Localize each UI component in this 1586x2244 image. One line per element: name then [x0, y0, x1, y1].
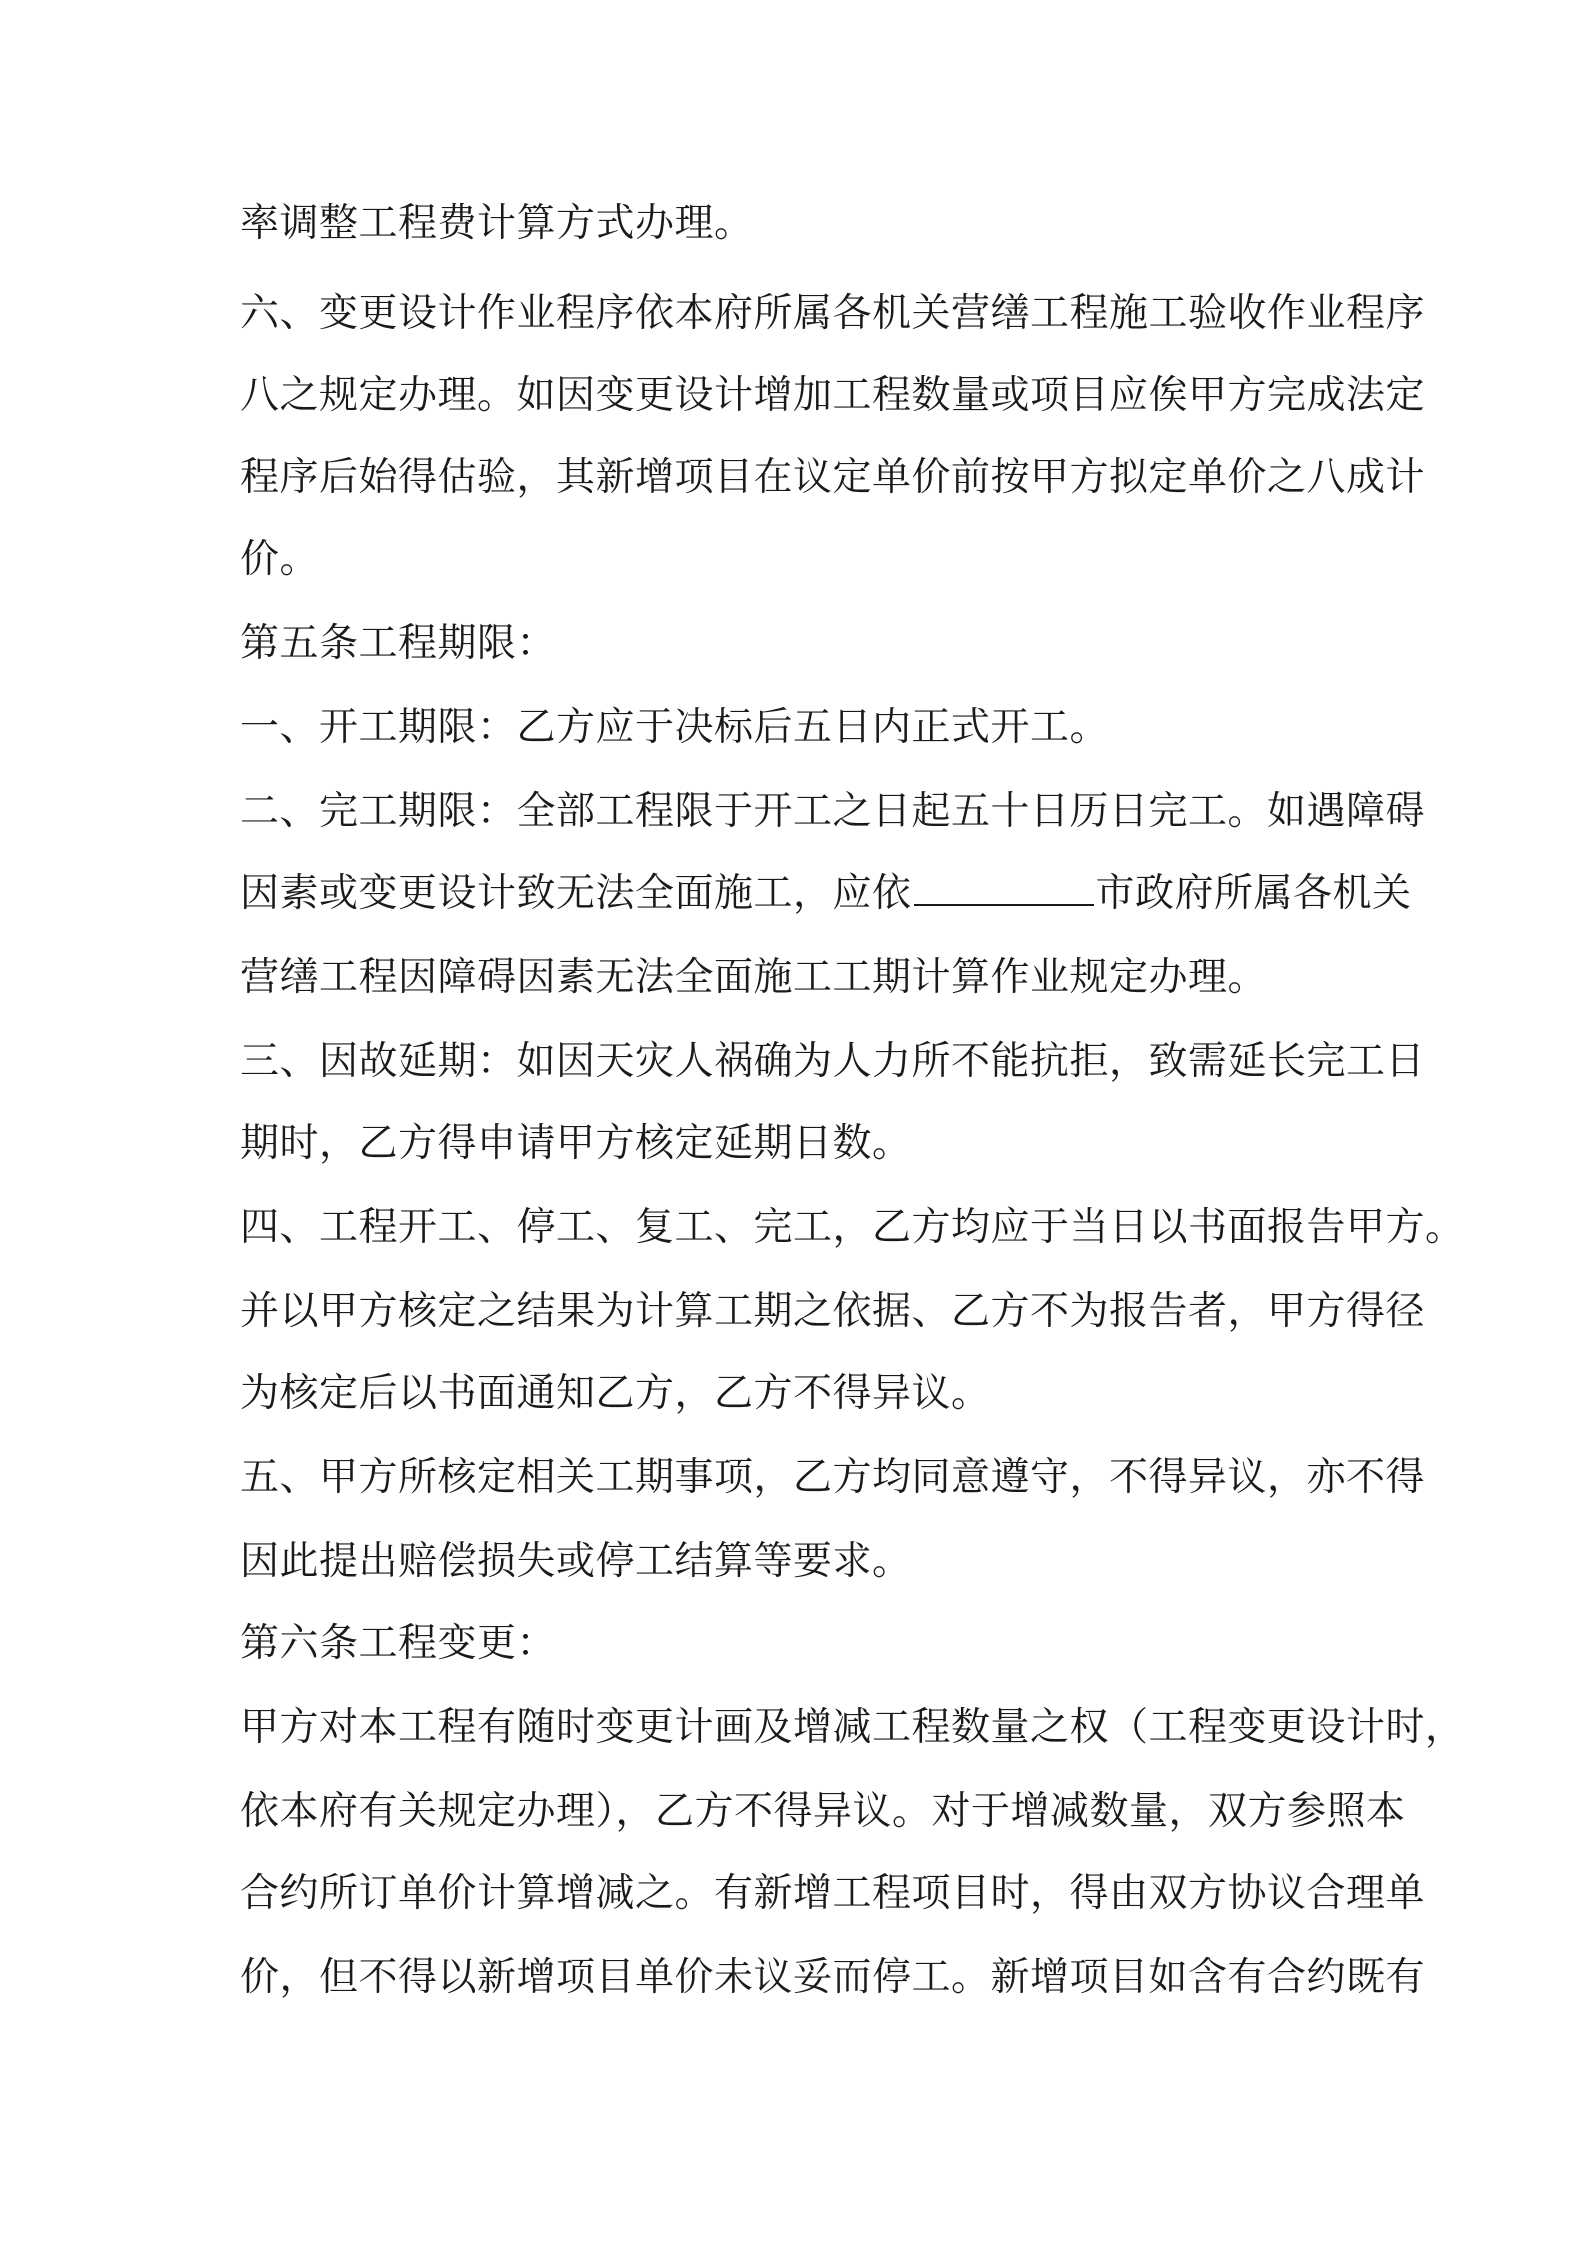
text-line: 六、变更设计作业程序依本府所属各机关营缮工程施工验收作业程序 [240, 291, 1426, 336]
text-line: 价，但不得以新增项目单价未议妥而停工。新增项目如含有合约既有 [240, 1955, 1426, 2000]
text-line: 价。 [240, 537, 320, 582]
text-line: 一、开工期限：乙方应于决标后五日内正式开工。 [240, 705, 1110, 750]
text-line: 五、甲方所核定相关工期事项，乙方均同意遵守，不得异议，亦不得 [240, 1455, 1426, 1500]
text-line: 依本府有关规定办理），乙方不得异议。对于增减数量，双方参照本 [240, 1789, 1406, 1834]
text-segment: 因素或变更设计致无法全面施工，应依 [240, 871, 912, 916]
text-line: 程序后始得估验，其新增项目在议定单价前按甲方拟定单价之八成计 [240, 455, 1426, 500]
text-line: 合约所订单价计算增减之。有新增工程项目时，得由双方协议合理单 [240, 1871, 1426, 1916]
text-line: 三、因故延期：如因天灾人祸确为人力所不能抗拒，致需延长完工日 [240, 1039, 1426, 1084]
fill-in-blank [914, 870, 1094, 906]
text-line: 并以甲方核定之结果为计算工期之依据、乙方不为报告者，甲方得径 [240, 1289, 1426, 1334]
text-line: 八之规定办理。如因变更设计增加工程数量或项目应俟甲方完成法定 [240, 373, 1426, 418]
text-line: 为核定后以书面通知乙方，乙方不得异议。 [240, 1371, 991, 1416]
section-heading: 第六条工程变更： [240, 1621, 557, 1666]
text-line: 四、工程开工、停工、复工、完工，乙方均应于当日以书面报告甲方。 [240, 1205, 1465, 1250]
text-line-with-blank [240, 868, 1412, 920]
text-line: 二、完工期限：全部工程限于开工之日起五十日历日完工。如遇障碍 [240, 789, 1426, 834]
text-line: 率调整工程费计算方式办理。 [240, 201, 754, 246]
text-line: 营缮工程因障碍因素无法全面施工工期计算作业规定办理。 [240, 955, 1268, 1000]
text-segment: 市政府所属各机关 [1095, 871, 1412, 916]
section-heading: 第五条工程期限： [240, 621, 557, 666]
text-line: 甲方对本工程有随时变更计画及增减工程数量之权（工程变更设计时， [240, 1705, 1465, 1750]
text-line: 期时，乙方得申请甲方核定延期日数。 [240, 1121, 912, 1166]
text-line: 因此提出赔偿损失或停工结算等要求。 [240, 1539, 912, 1584]
